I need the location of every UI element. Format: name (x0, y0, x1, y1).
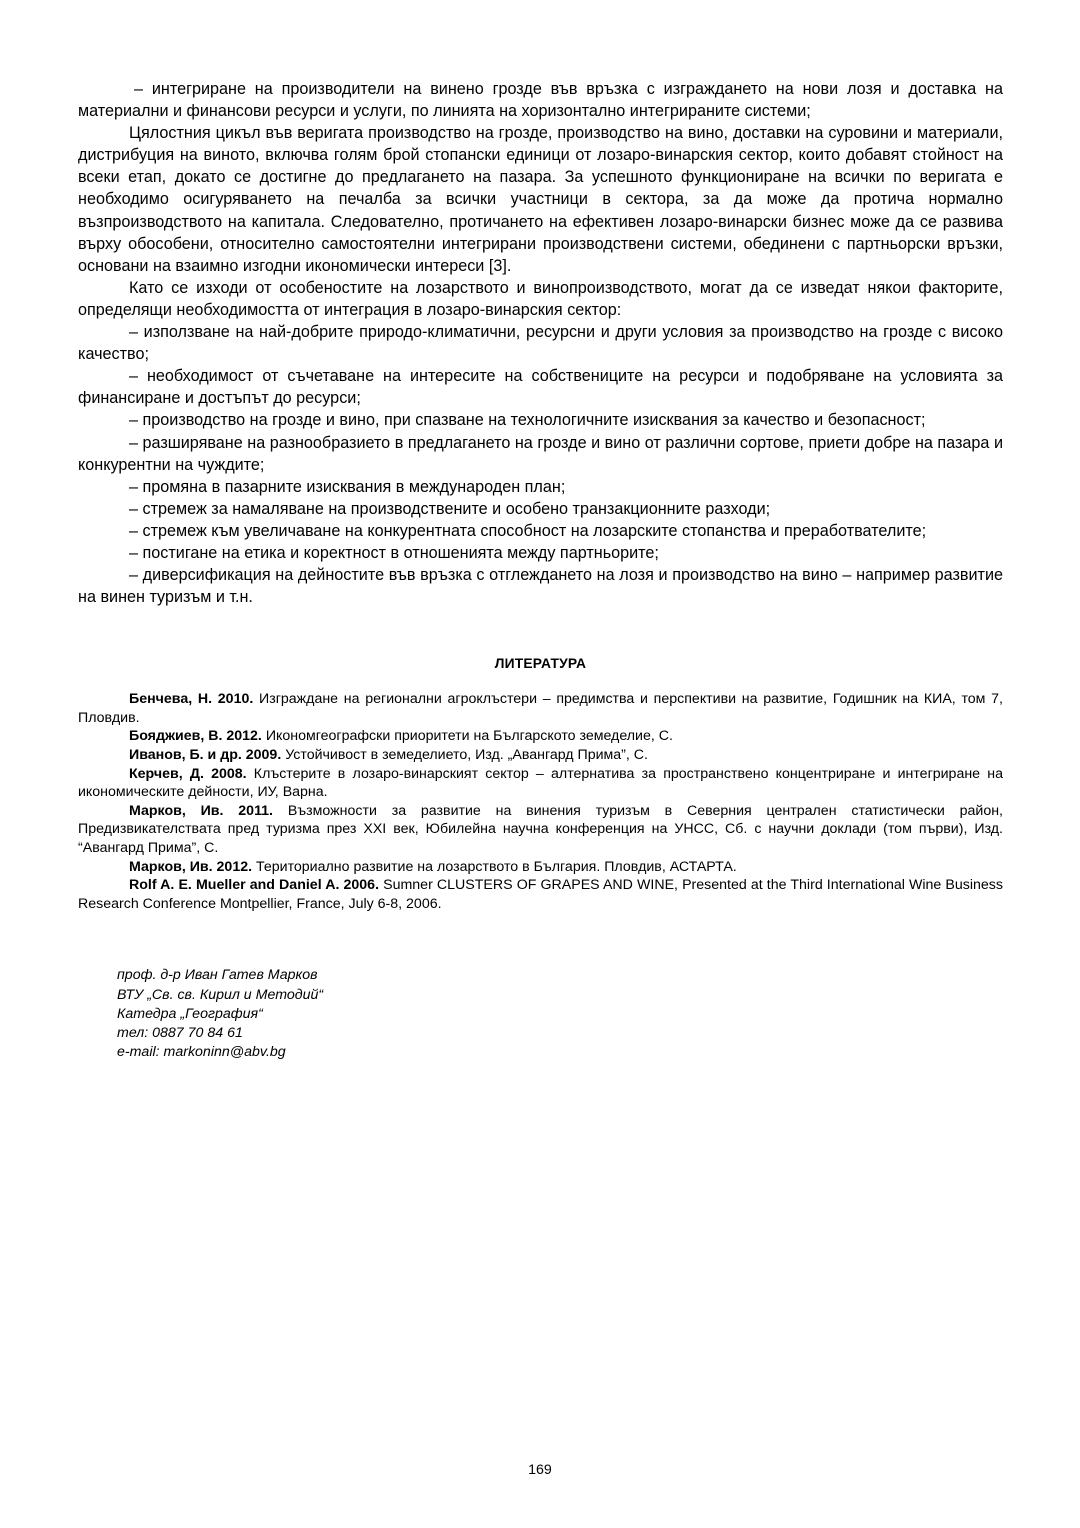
reference-text: Възможности за развитие на винения туризъм в Северния централен статистически район, Предизвикателствата пред туризма през XXI век, Юбилейна научна конференция на УНСС, Сб. с научни доклади (том първи), Изд. “Авангард Прима”, С. (78, 802, 1003, 856)
page-content (78, 78, 1003, 1062)
body-paragraph: – промяна в пазарните изисквания в международен план; (129, 477, 566, 496)
references-heading: ЛИТЕРАТУРА (494, 656, 587, 672)
author-name: проф. д-р Иван Гатев Марков (117, 967, 318, 984)
body-paragraph: – стремеж за намаляване на производствените и особено транзакционните разходи; (129, 499, 771, 518)
reference-text: Икономгеографски приоритети на Българското земеделие, С. (261, 728, 673, 745)
page-number: 169 (528, 1462, 552, 1478)
reference-item (78, 746, 1003, 765)
author-email: e-mail: markoninn@abv.bg (117, 1044, 286, 1061)
body-section (78, 78, 1003, 608)
reference-authors: Бенчева, Н. 2010. (129, 691, 254, 708)
body-paragraph: – използване на най-добрите природо-климатични, ресурсни и други условия за производство на грозде с високо качество; (78, 323, 1003, 364)
reference-item (78, 690, 1003, 727)
reference-item (78, 802, 1003, 858)
reference-authors: Rolf A. E. Mueller and Daniel A. 2006. (129, 877, 380, 894)
reference-text: Териториално развитие на лозарството в България. Пловдив, АСТАРТА. (252, 858, 737, 875)
reference-authors: Марков, Ив. 2011. (129, 802, 274, 819)
body-paragraph: – разширяване на разнообразието в предлагането на грозде и вино от различни сортове, приети добре на пазара и конкурентни на чуждите; (78, 433, 1003, 474)
reference-authors: Марков, Ив. 2012. (129, 858, 253, 875)
body-paragraph: – постигане на етика и коректност в отношенията между партньорите; (129, 543, 659, 562)
reference-authors: Керчев, Д. 2008. (129, 765, 247, 782)
body-paragraph: Цялостния цикъл във веригата производство на грозде, производство на вино, доставки на суровини и материали, дистрибуция на виното, включва голям брой стопански единици от лозаро-винарския сектор, които добавят стойност на всеки етап, докато се достигне до предлагането на пазара. За успешното функциониране на всички по веригата е необходимо осигуряването на печалба за всички участници в сектора, за да може да протича нормално възпроизводството на капитала. Следователно, протичането на ефективен лозаро-винарски бизнес може да се развива върху обособени, относително самостоятелни интегрирани производствени системи, обединени с партньорски връзки, основани на взаимно изгодни икономически интереси [3]. (78, 124, 1003, 275)
reference-item (78, 727, 1003, 746)
reference-item (78, 765, 1003, 802)
reference-item (78, 876, 1003, 913)
body-paragraph: – производство на грозде и вино, при спазване на технологичните изисквания за качество и безопасност; (129, 411, 926, 430)
reference-text: Устойчивост в земеделието, Изд. „Авангард Прима”, С. (281, 747, 648, 764)
body-paragraph: – интегриране на производители на винено грозде във връзка с изграждането на нови лозя и доставка на материални и финансови ресурси и услуги, по линията на хоризонтално интегрираните системи; (78, 80, 1003, 121)
author-block (117, 966, 1003, 1062)
body-paragraph: – диверсификация на дейностите във връзка с отглеждането на лозя и производство на вино – например развитие на винен туризъм и т.н. (78, 566, 1003, 607)
author-phone: тел: 0887 70 84 61 (117, 1024, 243, 1041)
body-paragraph: – необходимост от съчетаване на интересите на собствениците на ресурси и подобряване на условията за финансиране и достъпът до ресурси; (78, 367, 1003, 408)
reference-text: Изграждане на регионални агроклъстери – предимства и перспективи на развитие, Годишник на КИА, том 7, Пловдив. (78, 691, 1003, 726)
reference-text: Sumner CLUSTERS OF GRAPES AND WINE, Presented at the Third International Wine Business Research Conference Montpellier, France, July 6-8, 2006. (78, 877, 1003, 912)
body-paragraph: Като се изходи от особеностите на лозарството и винопроизводството, могат да се изведат някои факторите, определящи необходимостта от интеграция в лозаро-винарския сектор: (78, 278, 1003, 319)
references-list (78, 690, 1003, 913)
reference-item (78, 858, 1003, 877)
body-paragraph: – стремеж към увеличаване на конкурентната способност на лозарските стопанства и преработвателите; (129, 521, 927, 540)
reference-text: Клъстерите в лозаро-винарският сектор – алтернатива за пространствено концентриране и интегриране на икономическите дейности, ИУ, Варна. (78, 765, 1003, 801)
reference-authors: Бояджиев, В. 2012. (129, 728, 262, 745)
author-department: Катедра „География“ (117, 1005, 263, 1022)
author-university: ВТУ „Св. св. Кирил и Методий“ (117, 986, 324, 1003)
reference-authors: Иванов, Б. и др. 2009. (129, 747, 282, 764)
